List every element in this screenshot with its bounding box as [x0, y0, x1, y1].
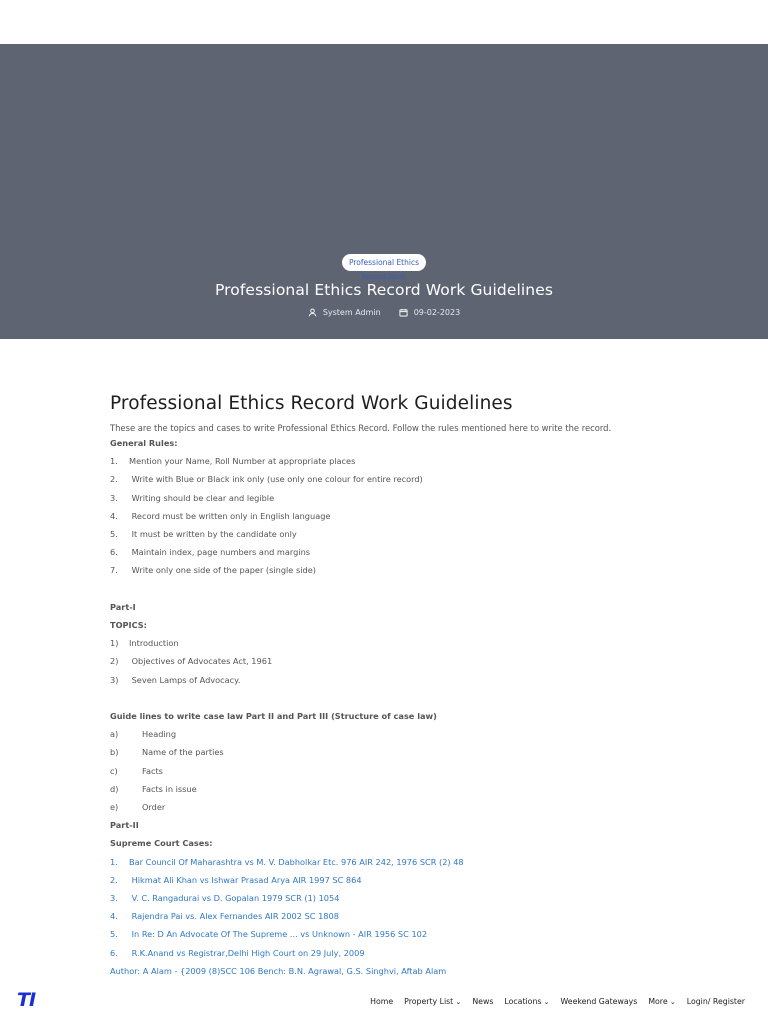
- list-item: 1. Mention your Name, Roll Number at appropriate places: [110, 456, 356, 467]
- subcategory-link[interactable]: Record Work: [361, 273, 407, 281]
- list-item: 2. Write with Blue or Black ink only (use only one colour for entire record): [110, 474, 423, 485]
- list-item: 5. It must be written by the candidate only: [110, 529, 297, 540]
- post-date: 09-02-2023: [413, 308, 461, 317]
- hero-banner: [0, 44, 768, 339]
- part1-heading: Part-I: [110, 601, 136, 612]
- list-item: 1) Introduction: [110, 638, 179, 649]
- case-link[interactable]: 2. Hikmat Ali Khan vs Ishwar Prasad Arya AIR 1997 SC 864: [110, 874, 362, 885]
- hero-title: Professional Ethics Record Work Guidelines: [214, 281, 554, 299]
- list-item: 2) Objectives of Advocates Act, 1961: [110, 656, 273, 667]
- part2-heading: Part-II: [110, 820, 139, 831]
- case-link[interactable]: 6. R.K.Anand vs Registrar,Delhi High Court on 29 July, 2009: [110, 947, 365, 958]
- supreme-court-heading: Supreme Court Cases:: [110, 838, 213, 849]
- case-link[interactable]: 5. In Re: D An Advocate Of The Supreme ... vs Unknown - AIR 1956 SC 102: [110, 929, 428, 940]
- structure-list: [110, 725, 670, 816]
- article-body: [110, 393, 670, 980]
- list-item: b) Name of the parties: [110, 747, 224, 758]
- nav-more[interactable]: More ⌄: [648, 997, 675, 1006]
- list-item: c) Facts: [110, 765, 163, 776]
- list-item: d) Facts in issue: [110, 783, 197, 794]
- user-icon: [308, 308, 317, 317]
- site-logo[interactable]: TI: [17, 989, 36, 1011]
- nav-home[interactable]: Home: [370, 997, 394, 1006]
- nav-login-register[interactable]: Login/ Register: [686, 997, 745, 1006]
- list-item: 7. Write only one side of the paper (single side): [110, 565, 316, 576]
- cases-list: [110, 853, 670, 962]
- list-item: a) Heading: [110, 729, 177, 740]
- case-link[interactable]: 3. V. C. Rangadurai vs D. Gopalan 1979 SCR (1) 1054: [110, 893, 340, 904]
- rules-list: [110, 452, 670, 579]
- category-badge[interactable]: Professional Ethics: [342, 254, 426, 271]
- author-line[interactable]: Author: A Alam - {2009 (8)SCC 106 Bench: B.N. Agrawal, G.S. Singhvi, Aftab Alam: [110, 965, 447, 976]
- list-item: e) Order: [110, 802, 166, 813]
- nav-property-list[interactable]: Property List ⌄: [404, 997, 461, 1006]
- hero-content: [0, 250, 768, 317]
- nav-menu: [370, 997, 745, 1006]
- topics-heading: TOPICS:: [110, 620, 147, 631]
- article-title: Professional Ethics Record Work Guidelines: [110, 393, 513, 414]
- guidelines-heading: Guide lines to write case law Part II and Part III (Structure of case law): [110, 711, 437, 722]
- post-author[interactable]: System Admin: [322, 308, 381, 317]
- case-link[interactable]: 1. Bar Council Of Maharashtra vs M. V. Dabholkar Etc. 976 AIR 242, 1976 SCR (2) 48: [110, 856, 464, 867]
- list-item: 3) Seven Lamps of Advocacy.: [110, 674, 241, 685]
- case-link[interactable]: 4. Rajendra Pai vs. Alex Fernandes AIR 2002 SC 1808: [110, 911, 339, 922]
- topics-list: [110, 634, 670, 689]
- list-item: 6. Maintain index, page numbers and margins: [110, 547, 311, 558]
- nav-news[interactable]: News: [472, 997, 494, 1006]
- article-intro: These are the topics and cases to write Professional Ethics Record. Follow the rules mentioned here to write the record.: [110, 423, 612, 433]
- list-item: 4. Record must be written only in English language: [110, 510, 331, 521]
- nav-weekend-gateways[interactable]: Weekend Gateways: [560, 997, 638, 1006]
- calendar-icon: [399, 308, 408, 317]
- post-meta: [0, 308, 768, 317]
- list-item: 3. Writing should be clear and legible: [110, 492, 275, 503]
- general-rules-heading: General Rules:: [110, 438, 178, 448]
- nav-locations[interactable]: Locations ⌄: [504, 997, 549, 1006]
- bottom-navbar: [0, 988, 768, 1016]
